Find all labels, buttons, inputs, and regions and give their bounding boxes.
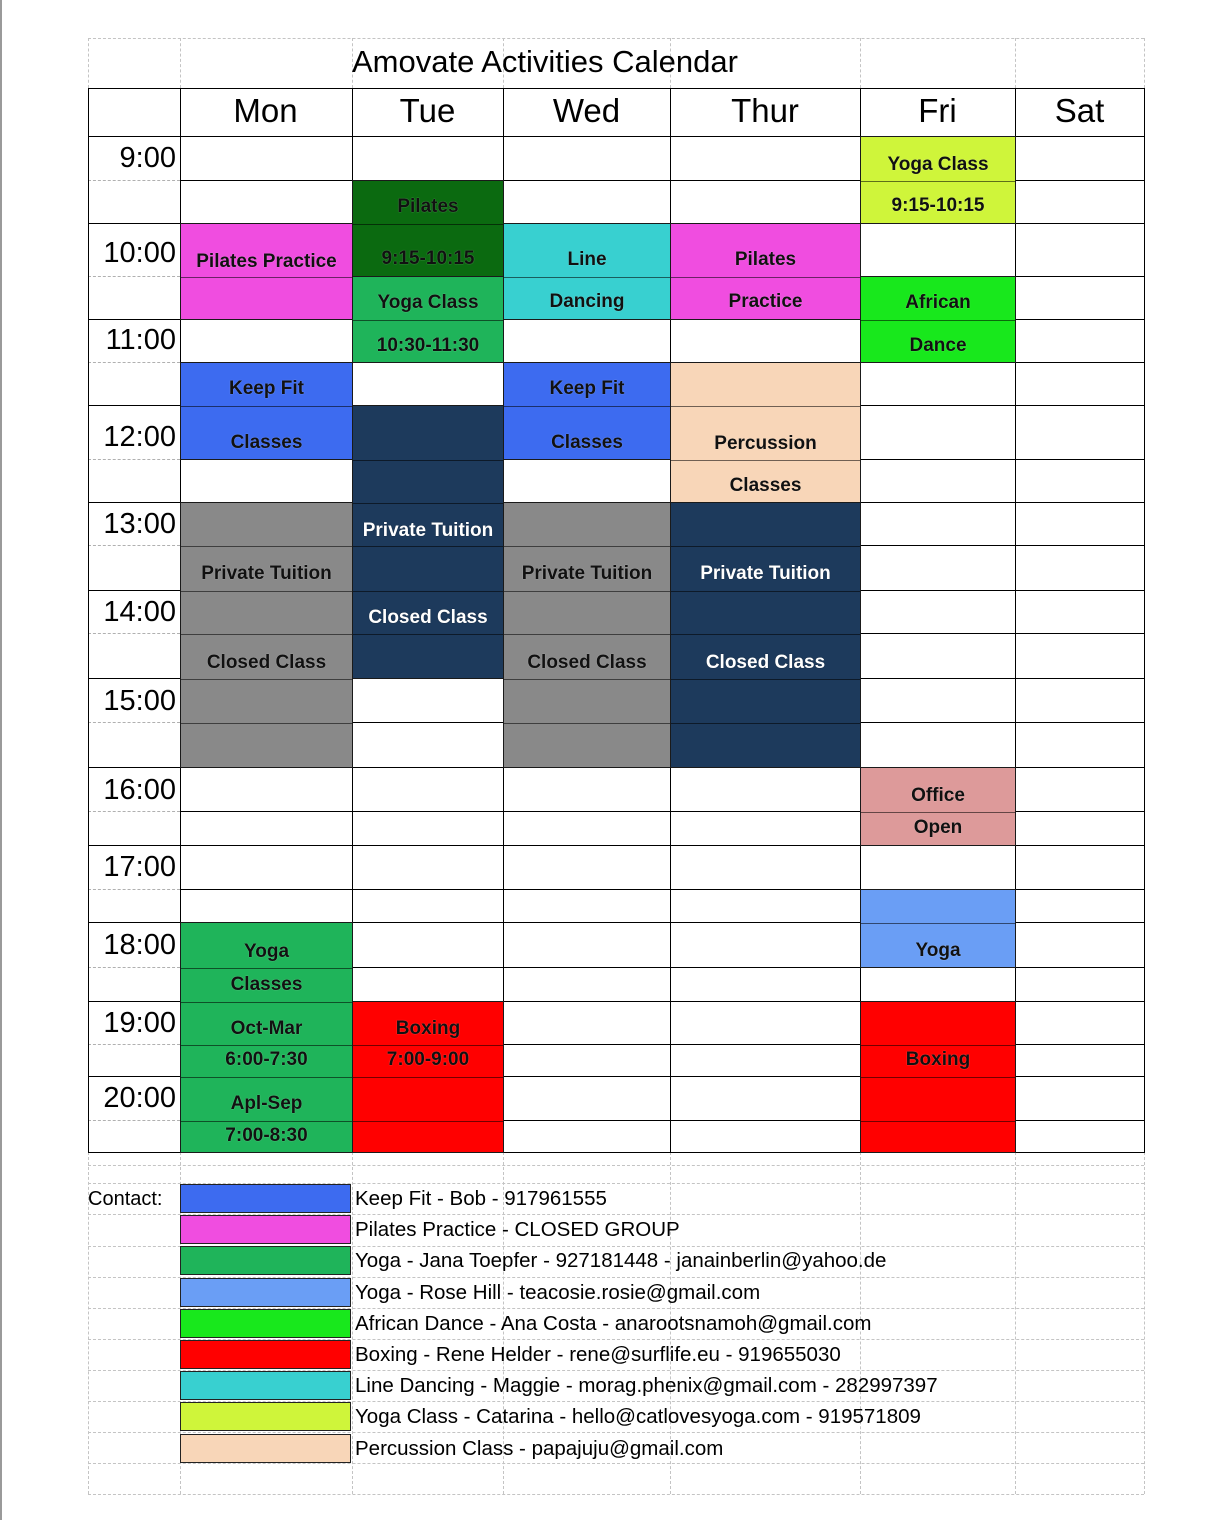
- event-label: Yoga Class: [887, 154, 989, 175]
- event-label: Private Tuition: [201, 563, 332, 584]
- calendar-hour-line: [88, 1152, 180, 1153]
- calendar-hour-line: [88, 502, 180, 503]
- event-row-line: [181, 723, 352, 724]
- event-row-line: [671, 546, 860, 547]
- calendar-hour-line: [88, 845, 180, 846]
- sheet-gridline: [88, 38, 1144, 39]
- event-mon-pilates: [180, 223, 353, 320]
- event-label: 7:00-8:30: [225, 1125, 308, 1146]
- sheet-gridline: [88, 1494, 1144, 1495]
- calendar-hour-line: [88, 590, 180, 591]
- event-label: Dance: [909, 335, 967, 356]
- sheet-gridline: [1015, 1152, 1016, 1494]
- event-mon-yoga: [180, 922, 353, 1153]
- event-row-line: [671, 634, 860, 635]
- event-row-line: [353, 460, 503, 461]
- time-label-13: 13:00: [103, 508, 176, 540]
- event-fri-yoga-rose: [860, 889, 1016, 968]
- time-label-9: 9:00: [119, 142, 176, 174]
- calendar-hour-line: [88, 319, 180, 320]
- sheet-gridline: [88, 722, 180, 723]
- event-row-line: [181, 546, 352, 547]
- event-label: Keep Fit: [229, 378, 304, 399]
- event-label: 10:30-11:30: [376, 335, 480, 356]
- calendar-hour-line: [88, 678, 180, 679]
- event-row-line: [671, 406, 860, 407]
- event-label: Percussion: [714, 433, 817, 454]
- event-mon-keepfit: [180, 362, 353, 460]
- event-row-line: [181, 591, 352, 592]
- time-label-15: 15:00: [103, 685, 176, 717]
- event-row-line: [353, 1121, 503, 1122]
- event-label: Oct-Mar: [230, 1018, 303, 1039]
- event-label: Boxing: [395, 1018, 461, 1039]
- event-row-line: [353, 591, 503, 592]
- legend-entry: Line Dancing - Maggie - morag.phenix@gmail.com - 282997397: [355, 1374, 938, 1398]
- time-label-12: 12:00: [103, 421, 176, 453]
- event-row-line: [353, 546, 503, 547]
- calendar-hour-line: [88, 405, 180, 406]
- sheet-gridline: [88, 180, 180, 181]
- event-thu-pilates: [670, 223, 861, 320]
- event-tue-yoga: [352, 276, 504, 363]
- event-wed-private: [503, 502, 671, 768]
- event-row-line: [504, 634, 670, 635]
- event-row-line: [181, 968, 352, 969]
- event-tue-private: [352, 405, 504, 679]
- event-row-line: [181, 634, 352, 635]
- legend-swatch: [180, 1246, 351, 1275]
- sheet-gridline: [88, 545, 180, 546]
- event-label: 9:15-10:15: [891, 195, 985, 216]
- event-row-line: [861, 923, 1015, 924]
- event-label: Open: [913, 817, 963, 838]
- event-mon-private: [180, 502, 353, 768]
- event-tue-pilates: [352, 180, 504, 277]
- event-row-line: [504, 406, 670, 407]
- sheet-gridline: [860, 38, 861, 88]
- event-row-line: [504, 546, 670, 547]
- sheet-gridline: [88, 1463, 1144, 1464]
- legend-entry: Yoga - Rose Hill - teacosie.rosie@gmail.com: [355, 1280, 761, 1304]
- event-label: Keep Fit: [549, 378, 625, 399]
- event-label: Apl-Sep: [230, 1093, 303, 1114]
- time-label-19: 19:00: [103, 1007, 176, 1039]
- time-label-10: 10:00: [103, 237, 176, 269]
- event-label: 7:00-9:00: [386, 1049, 470, 1070]
- event-row-line: [671, 591, 860, 592]
- sheet-gridline: [88, 889, 180, 890]
- legend-entry: African Dance - Ana Costa - anarootsnamoh@gmail.com: [355, 1311, 872, 1335]
- event-row-line: [181, 1077, 352, 1078]
- day-header-mon: Mon: [233, 92, 298, 129]
- event-row-line: [671, 723, 860, 724]
- event-row-line: [353, 503, 503, 504]
- event-fri-yoga: [860, 136, 1016, 224]
- sheet-gridline: [88, 1165, 1144, 1166]
- event-row-line: [861, 1045, 1015, 1046]
- sheet-gridline: [1015, 38, 1016, 88]
- event-row-line: [671, 679, 860, 680]
- event-row-line: [504, 591, 670, 592]
- event-row-line: [861, 1121, 1015, 1122]
- legend-swatch: [180, 1278, 351, 1307]
- event-row-line: [181, 1002, 352, 1003]
- sheet-gridline: [1144, 38, 1145, 88]
- sheet-gridline: [88, 459, 180, 460]
- legend-swatch: [180, 1402, 351, 1431]
- event-label: Yoga: [243, 941, 290, 962]
- calendar-hour-line: [88, 1001, 180, 1002]
- sheet-gridline: [88, 1120, 180, 1121]
- day-header-sat: Sat: [1054, 92, 1105, 129]
- event-label: Classes: [230, 432, 303, 453]
- day-header-thur: Thur: [731, 92, 799, 129]
- event-label: Dancing: [549, 291, 625, 312]
- event-label: Pilates Practice: [196, 251, 337, 272]
- event-row-line: [861, 812, 1015, 813]
- event-row-line: [353, 1077, 503, 1078]
- time-label-17: 17:00: [103, 851, 176, 883]
- event-row-line: [353, 320, 503, 321]
- calendar-column-line: [1144, 88, 1145, 1153]
- day-header-wed: Wed: [552, 92, 621, 129]
- event-row-line: [504, 277, 670, 278]
- legend-swatch: [180, 1340, 351, 1369]
- calendar-column-line: [1015, 88, 1016, 1153]
- event-label: Practice: [728, 291, 803, 312]
- event-wed-keepfit: [503, 362, 671, 460]
- time-label-16: 16:00: [103, 774, 176, 806]
- event-row-line: [861, 320, 1015, 321]
- calendar-hour-line: [88, 922, 180, 923]
- legend-entry: Percussion Class - papajuju@gmail.com: [355, 1436, 724, 1460]
- event-fri-boxing: [860, 1001, 1016, 1153]
- event-row-line: [181, 406, 352, 407]
- calendar-hour-line: [88, 767, 180, 768]
- event-label: Yoga Class: [377, 292, 479, 313]
- event-row-line: [181, 277, 352, 278]
- event-label: Pilates: [734, 249, 797, 270]
- event-label: Boxing: [905, 1049, 971, 1070]
- event-row-line: [353, 634, 503, 635]
- event-label: Classes: [551, 432, 623, 453]
- sheet-gridline: [88, 362, 180, 363]
- time-label-20: 20:00: [103, 1082, 176, 1114]
- event-row-line: [861, 181, 1015, 182]
- sheet-gridline: [88, 811, 180, 812]
- legend-swatch: [180, 1434, 351, 1463]
- event-label: Yoga: [915, 940, 961, 961]
- sheet-gridline: [88, 276, 180, 277]
- event-row-line: [181, 1045, 352, 1046]
- time-label-18: 18:00: [103, 929, 176, 961]
- event-row-line: [504, 679, 670, 680]
- sheet-gridline: [352, 1152, 353, 1494]
- event-row-line: [861, 1077, 1015, 1078]
- event-label: Closed Class: [705, 652, 826, 673]
- event-label: 6:00-7:30: [225, 1049, 308, 1070]
- sheet-gridline: [1144, 1152, 1145, 1494]
- event-label: 9:15-10:15: [381, 248, 475, 269]
- calendar-hour-line: [88, 1076, 180, 1077]
- event-label: African: [905, 292, 971, 313]
- event-label: Closed Class: [368, 607, 488, 628]
- sheet-gridline: [88, 38, 89, 88]
- sheet-gridline: [88, 633, 180, 634]
- day-header-tue: Tue: [399, 92, 456, 129]
- sheet-gridline: [88, 967, 180, 968]
- legend-entry: Yoga Class - Catarina - hello@catlovesyoga.com - 919571809: [355, 1405, 921, 1429]
- sheet-gridline: [180, 38, 181, 88]
- event-fri-african: [860, 276, 1016, 363]
- legend-swatch: [180, 1184, 351, 1213]
- event-row-line: [181, 679, 352, 680]
- event-label: Classes: [729, 475, 802, 496]
- event-row-line: [181, 1121, 352, 1122]
- legend-entry: Boxing - Rene Helder - rene@surflife.eu - 919655030: [355, 1343, 841, 1366]
- calendar-column-line: [88, 88, 89, 1153]
- legend-swatch: [180, 1309, 351, 1338]
- event-label: Closed Class: [206, 652, 327, 673]
- contact-label: Contact:: [88, 1188, 163, 1210]
- time-label-11: 11:00: [105, 324, 176, 356]
- legend-entry: Keep Fit - Bob - 917961555: [355, 1187, 607, 1210]
- legend-swatch: [180, 1371, 351, 1400]
- event-thu-private: [670, 502, 861, 768]
- sheet-gridline: [88, 1044, 180, 1045]
- event-label: Private Tuition: [362, 520, 494, 541]
- event-thu-percussion: [670, 362, 861, 503]
- calendar-title: Amovate Activities Calendar: [352, 44, 738, 79]
- event-row-line: [353, 1045, 503, 1046]
- event-wed-line: [503, 223, 671, 320]
- calendar-hour-line: [88, 223, 180, 224]
- event-row-line: [671, 277, 860, 278]
- event-label: Line: [567, 249, 607, 270]
- event-label: Closed Class: [527, 652, 647, 673]
- legend-entry: Pilates Practice - CLOSED GROUP: [355, 1218, 680, 1242]
- calendar-row-line: [88, 88, 1145, 89]
- event-fri-office: [860, 767, 1016, 846]
- day-header-fri: Fri: [918, 92, 957, 129]
- event-row-line: [504, 723, 670, 724]
- event-label: Classes: [230, 974, 303, 995]
- calendar-hour-line: [88, 136, 180, 137]
- event-label: Pilates: [397, 196, 459, 217]
- event-label: Private Tuition: [700, 563, 831, 584]
- event-row-line: [353, 224, 503, 225]
- event-tue-boxing: [352, 1001, 504, 1153]
- time-label-14: 14:00: [103, 596, 176, 628]
- legend-entry: Yoga - Jana Toepfer - 927181448 - janainberlin@yahoo.de: [355, 1249, 887, 1273]
- event-label: Private Tuition: [521, 563, 653, 584]
- event-label: Office: [911, 785, 965, 806]
- legend-swatch: [180, 1215, 351, 1244]
- event-row-line: [671, 460, 860, 461]
